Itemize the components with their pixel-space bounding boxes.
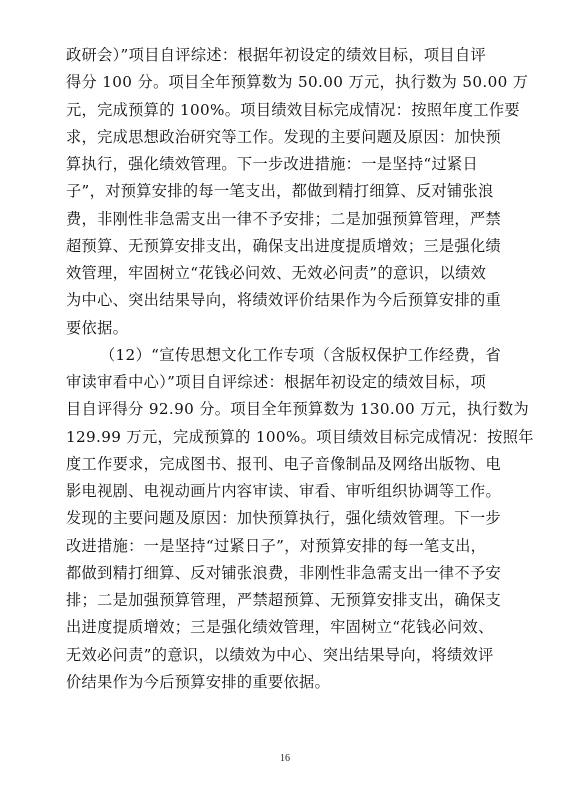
text-line: 算执行，强化绩效管理。下一步改进措施：一是坚持“过紧日: [66, 155, 479, 173]
text-line: 子”，对预算安排的每一笔支出，都做到精打细算、反对铺张浪: [66, 182, 494, 201]
text-line: 得分 100 分。项目全年预算数为 50.00 万元，执行数为 50.00 万: [66, 73, 529, 92]
text-line: 发现的主要问题及原因：加快预算执行，强化绩效管理。下一步: [66, 509, 502, 528]
text-line: 出进度提质增效；三是强化绩效管理，牢固树立“花钱必问效、: [66, 618, 494, 637]
text-line: 影电视剧、电视动画片内容审读、审看、审听组织协调等工作。: [66, 482, 502, 500]
text-line: 为中心、突出结果导向，将绩效评价结果作为今后预算安排的重: [66, 291, 502, 310]
page-number: 16: [280, 753, 290, 764]
text-line: 求，完成思想政治研究等工作。发现的主要问题及原因：加快预: [66, 127, 502, 146]
text-line: 元，完成预算的 100%。项目绩效目标完成情况：按照年度工作要: [66, 100, 520, 119]
text-line: 129.99 万元，完成预算的 100%。项目绩效目标完成情况：按照年: [66, 427, 534, 446]
text-line: 度工作要求，完成图书、报刊、电子音像制品及网络出版物、电: [66, 454, 502, 473]
text-line: 效管理，牢固树立“花钱必问效、无效必问责”的意识，以绩效: [66, 264, 487, 282]
text-line: 目自评得分 92.90 分。项目全年预算数为 130.00 万元，执行数为: [66, 400, 530, 419]
text-line: 费，非刚性非急需支出一律不予安排；二是加强预算管理，严禁: [66, 209, 502, 228]
text-line: 价结果作为今后预算安排的重要依据。: [66, 672, 331, 691]
text-line: 排；二是加强预算管理，严禁超预算、无预算安排支出，确保支: [66, 591, 502, 609]
text-line: 改进措施：一是坚持“过紧日子”，对预算安排的每一笔支出，: [66, 536, 487, 555]
text-line: 审读审看中心）”项目自评综述：根据年初设定的绩效目标，项: [66, 373, 487, 391]
text-line: 政研会）”项目自评综述：根据年初设定的绩效目标，项目自评: [66, 46, 487, 64]
text-line: 都做到精打细算、反对铺张浪费，非刚性非急需支出一律不予安: [66, 563, 502, 582]
text-line: 无效必问责”的意识，以绩效为中心、突出结果导向，将绩效评: [66, 645, 494, 664]
text-line: 超预算、无预算安排支出，确保支出进度提质增效；三是强化绩: [66, 236, 502, 255]
text-line: 要依据。: [66, 318, 129, 337]
paragraph-start-line: （12）“宣传思想文化工作专项（含版权保护工作经费，省: [100, 345, 502, 364]
